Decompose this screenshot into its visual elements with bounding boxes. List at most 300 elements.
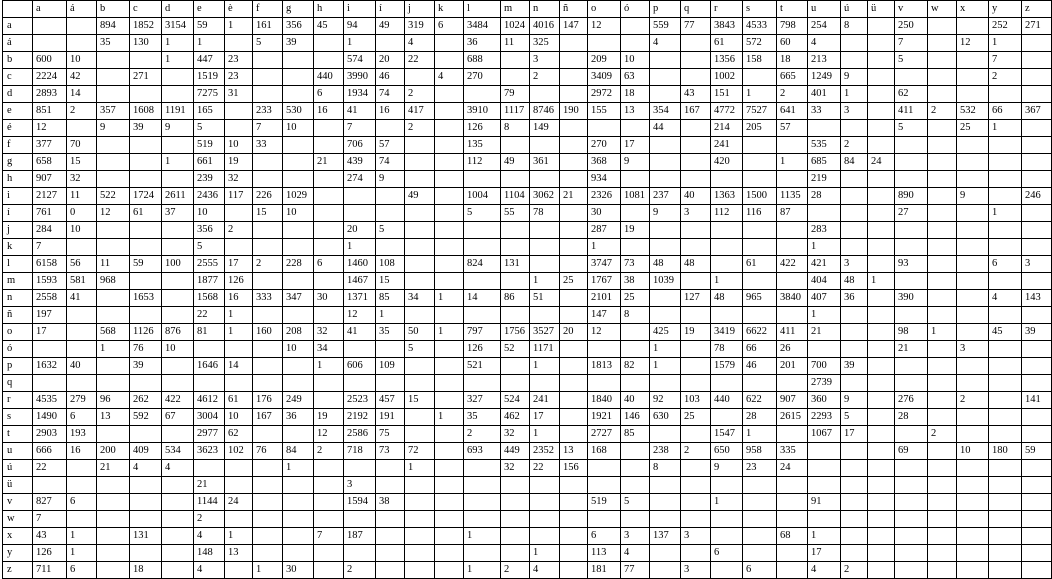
- table-cell: 1840: [588, 392, 621, 409]
- table-cell: 2972: [588, 86, 621, 103]
- table-cell: [435, 494, 464, 511]
- table-row: [3, 324, 1052, 341]
- table-cell: [989, 477, 1022, 494]
- table-cell: 6: [711, 545, 743, 562]
- table-cell: [928, 358, 957, 375]
- table-cell: 2: [405, 120, 435, 137]
- table-cell: [1022, 426, 1052, 443]
- table-cell: 3747: [588, 256, 621, 273]
- table-cell: 34: [314, 341, 344, 358]
- table-cell: 3910: [464, 103, 501, 120]
- table-cell: 103: [681, 392, 711, 409]
- table-cell: [162, 171, 194, 188]
- table-cell: 1: [162, 52, 194, 69]
- table-cell: 151: [711, 86, 743, 103]
- table-cell: [162, 307, 194, 324]
- table-cell: 40: [681, 188, 711, 205]
- table-cell: [989, 511, 1022, 528]
- table-cell: 61: [130, 205, 162, 222]
- table-cell: [405, 528, 435, 545]
- table-cell: 0: [67, 205, 97, 222]
- table-cell: 12: [97, 205, 130, 222]
- table-cell: 958: [743, 443, 777, 460]
- table-cell: 126: [33, 545, 67, 562]
- table-cell: [1022, 409, 1052, 426]
- table-cell: [162, 375, 194, 392]
- table-cell: [405, 256, 435, 273]
- table-cell: 876: [162, 324, 194, 341]
- table-cell: 422: [777, 256, 808, 273]
- table-cell: 1568: [194, 290, 225, 307]
- table-cell: [650, 494, 681, 511]
- table-cell: 1: [283, 460, 314, 477]
- column-header-cell: p: [650, 1, 681, 18]
- table-row: [3, 511, 1052, 528]
- table-cell: [841, 324, 868, 341]
- table-row: [3, 528, 1052, 545]
- table-cell: 6: [314, 256, 344, 273]
- table-cell: 19: [621, 222, 650, 239]
- table-cell: 2101: [588, 290, 621, 307]
- table-cell: 622: [743, 392, 777, 409]
- table-cell: 24: [868, 154, 895, 171]
- table-cell: 439: [344, 154, 376, 171]
- table-cell: [67, 239, 97, 256]
- table-row: [3, 239, 1052, 256]
- table-cell: [1022, 273, 1052, 290]
- table-cell: 661: [194, 154, 225, 171]
- table-cell: 161: [253, 18, 283, 35]
- table-cell: [162, 426, 194, 443]
- table-cell: 55: [501, 205, 530, 222]
- table-cell: [868, 222, 895, 239]
- table-cell: [895, 239, 928, 256]
- table-cell: 1646: [194, 358, 225, 375]
- table-cell: [711, 409, 743, 426]
- table-row: [3, 171, 1052, 188]
- table-cell: [464, 511, 501, 528]
- table-cell: 2: [928, 103, 957, 120]
- table-cell: 1002: [711, 69, 743, 86]
- table-cell: 894: [97, 18, 130, 35]
- table-cell: 11: [67, 188, 97, 205]
- table-cell: 3843: [711, 18, 743, 35]
- table-cell: [1022, 477, 1052, 494]
- table-cell: [344, 205, 376, 222]
- table-cell: 4: [405, 35, 435, 52]
- table-cell: [501, 222, 530, 239]
- table-cell: 82: [621, 358, 650, 375]
- table-cell: [1022, 120, 1052, 137]
- table-cell: 4: [194, 562, 225, 579]
- table-cell: 68: [777, 528, 808, 545]
- table-cell: [283, 528, 314, 545]
- table-cell: 176: [253, 392, 283, 409]
- table-cell: 102: [225, 443, 253, 460]
- table-cell: [560, 290, 588, 307]
- table-cell: 462: [501, 409, 530, 426]
- table-cell: [560, 375, 588, 392]
- table-cell: 4: [808, 562, 841, 579]
- table-cell: [868, 103, 895, 120]
- table-cell: 43: [33, 528, 67, 545]
- table-cell: [777, 137, 808, 154]
- table-cell: [895, 511, 928, 528]
- table-cell: 228: [283, 256, 314, 273]
- column-header-cell: í: [376, 1, 405, 18]
- table-cell: 693: [464, 443, 501, 460]
- table-cell: [868, 494, 895, 511]
- table-cell: 252: [989, 18, 1022, 35]
- table-cell: 404: [808, 273, 841, 290]
- table-cell: [501, 511, 530, 528]
- table-cell: 1877: [194, 273, 225, 290]
- table-cell: 168: [588, 443, 621, 460]
- table-cell: [97, 545, 130, 562]
- table-cell: 113: [588, 545, 621, 562]
- table-cell: 2: [989, 69, 1022, 86]
- table-cell: 2352: [530, 443, 560, 460]
- table-cell: [405, 409, 435, 426]
- table-row: [3, 375, 1052, 392]
- table-cell: 147: [560, 18, 588, 35]
- table-cell: 6: [435, 18, 464, 35]
- table-cell: 319: [405, 18, 435, 35]
- table-cell: [435, 477, 464, 494]
- table-cell: 519: [588, 494, 621, 511]
- table-cell: [989, 137, 1022, 154]
- table-cell: 126: [225, 273, 253, 290]
- table-cell: 1: [530, 273, 560, 290]
- table-cell: [621, 239, 650, 256]
- table-row: [3, 562, 1052, 579]
- table-cell: [711, 222, 743, 239]
- table-cell: [1022, 562, 1052, 579]
- table-cell: 92: [650, 392, 681, 409]
- table-cell: 3154: [162, 18, 194, 35]
- table-row: [3, 290, 1052, 307]
- row-header-cell: ó: [3, 341, 33, 358]
- table-cell: 9: [97, 120, 130, 137]
- table-cell: [957, 290, 989, 307]
- table-cell: 181: [588, 562, 621, 579]
- table-cell: [989, 545, 1022, 562]
- table-cell: 22: [33, 460, 67, 477]
- table-cell: 411: [895, 103, 928, 120]
- table-cell: [650, 52, 681, 69]
- table-cell: 21: [97, 460, 130, 477]
- table-cell: [743, 273, 777, 290]
- table-cell: 2: [405, 86, 435, 103]
- table-cell: [868, 392, 895, 409]
- table-cell: 73: [376, 443, 405, 460]
- table-cell: [560, 222, 588, 239]
- table-cell: 1608: [130, 103, 162, 120]
- table-cell: 12: [344, 307, 376, 324]
- table-cell: 1249: [808, 69, 841, 86]
- table-cell: [928, 494, 957, 511]
- table-cell: 237: [650, 188, 681, 205]
- table-cell: 1: [344, 239, 376, 256]
- table-cell: 23: [225, 69, 253, 86]
- table-cell: [957, 477, 989, 494]
- table-cell: 711: [33, 562, 67, 579]
- table-cell: 201: [777, 358, 808, 375]
- table-cell: 33: [808, 103, 841, 120]
- table-cell: 422: [162, 392, 194, 409]
- table-cell: [957, 137, 989, 154]
- table-cell: 200: [97, 443, 130, 460]
- table-cell: 630: [650, 409, 681, 426]
- table-cell: 45: [314, 18, 344, 35]
- table-cell: 447: [194, 52, 225, 69]
- table-cell: 78: [711, 341, 743, 358]
- table-cell: [777, 222, 808, 239]
- table-cell: 40: [67, 358, 97, 375]
- column-header-cell: l: [464, 1, 501, 18]
- table-cell: 650: [711, 443, 743, 460]
- table-cell: [681, 511, 711, 528]
- row-header-cell: r: [3, 392, 33, 409]
- table-cell: 28: [895, 409, 928, 426]
- table-row: [3, 69, 1052, 86]
- column-header-cell: h: [314, 1, 344, 18]
- table-cell: [530, 477, 560, 494]
- table-cell: 81: [194, 324, 225, 341]
- table-cell: 1: [928, 324, 957, 341]
- table-cell: [650, 477, 681, 494]
- table-cell: [895, 375, 928, 392]
- table-cell: 5: [841, 409, 868, 426]
- table-cell: 130: [130, 35, 162, 52]
- table-cell: [67, 120, 97, 137]
- table-cell: 69: [895, 443, 928, 460]
- table-cell: [841, 460, 868, 477]
- table-cell: [501, 69, 530, 86]
- table-cell: 1: [650, 341, 681, 358]
- table-cell: [928, 528, 957, 545]
- table-cell: [1022, 222, 1052, 239]
- table-cell: [314, 188, 344, 205]
- table-cell: [841, 511, 868, 528]
- table-cell: [162, 86, 194, 103]
- table-cell: 75: [376, 426, 405, 443]
- table-cell: 193: [67, 426, 97, 443]
- table-cell: [435, 86, 464, 103]
- table-cell: 1547: [711, 426, 743, 443]
- table-cell: [344, 188, 376, 205]
- table-cell: 2192: [344, 409, 376, 426]
- table-cell: 1: [841, 86, 868, 103]
- table-cell: 283: [808, 222, 841, 239]
- table-cell: [650, 239, 681, 256]
- column-header-cell: y: [989, 1, 1022, 18]
- table-cell: 48: [711, 290, 743, 307]
- table-cell: [253, 273, 283, 290]
- table-cell: [130, 239, 162, 256]
- table-cell: 2615: [777, 409, 808, 426]
- table-cell: [97, 528, 130, 545]
- table-cell: [253, 511, 283, 528]
- table-cell: [895, 137, 928, 154]
- table-cell: 143: [1022, 290, 1052, 307]
- table-cell: 56: [67, 256, 97, 273]
- table-cell: 361: [530, 154, 560, 171]
- table-cell: 187: [344, 528, 376, 545]
- table-cell: [314, 239, 344, 256]
- table-cell: [650, 137, 681, 154]
- table-cell: [405, 494, 435, 511]
- table-cell: [868, 341, 895, 358]
- table-cell: 1363: [711, 188, 743, 205]
- table-cell: 87: [777, 205, 808, 222]
- table-cell: [435, 120, 464, 137]
- table-cell: [777, 375, 808, 392]
- table-cell: 116: [743, 205, 777, 222]
- table-cell: [130, 477, 162, 494]
- table-cell: 38: [621, 273, 650, 290]
- table-cell: 1104: [501, 188, 530, 205]
- table-cell: [560, 239, 588, 256]
- table-cell: 197: [33, 307, 67, 324]
- table-cell: 61: [711, 35, 743, 52]
- table-cell: [530, 494, 560, 511]
- table-cell: 2: [957, 392, 989, 409]
- table-cell: 10: [283, 341, 314, 358]
- table-cell: [130, 426, 162, 443]
- table-cell: 74: [376, 154, 405, 171]
- table-cell: 10: [67, 222, 97, 239]
- table-cell: [621, 341, 650, 358]
- table-cell: [681, 375, 711, 392]
- table-cell: [405, 307, 435, 324]
- table-cell: [162, 273, 194, 290]
- table-cell: [501, 137, 530, 154]
- table-cell: 7: [895, 35, 928, 52]
- table-cell: [464, 273, 501, 290]
- table-cell: [314, 35, 344, 52]
- table-cell: [989, 307, 1022, 324]
- table-cell: [928, 545, 957, 562]
- table-cell: 93: [895, 256, 928, 273]
- table-cell: [97, 375, 130, 392]
- table-cell: [314, 392, 344, 409]
- column-header-cell: o: [588, 1, 621, 18]
- table-cell: [841, 443, 868, 460]
- row-header-cell: ú: [3, 460, 33, 477]
- table-cell: [621, 35, 650, 52]
- table-cell: [777, 273, 808, 290]
- table-cell: [67, 18, 97, 35]
- table-cell: [621, 324, 650, 341]
- table-cell: 74: [376, 86, 405, 103]
- table-cell: 36: [283, 409, 314, 426]
- table-cell: 35: [97, 35, 130, 52]
- column-header-cell: t: [777, 1, 808, 18]
- table-cell: [743, 494, 777, 511]
- table-cell: 31: [225, 86, 253, 103]
- table-cell: [464, 86, 501, 103]
- table-cell: 1: [588, 239, 621, 256]
- table-cell: [253, 494, 283, 511]
- table-cell: 524: [501, 392, 530, 409]
- table-cell: 965: [743, 290, 777, 307]
- table-cell: 7275: [194, 86, 225, 103]
- table-cell: 246: [1022, 188, 1052, 205]
- table-cell: 17: [530, 409, 560, 426]
- table-cell: 91: [808, 494, 841, 511]
- table-cell: [283, 273, 314, 290]
- table-cell: 3: [344, 477, 376, 494]
- table-cell: [560, 307, 588, 324]
- table-cell: [895, 528, 928, 545]
- column-header-cell: ñ: [560, 1, 588, 18]
- table-cell: [344, 511, 376, 528]
- table-cell: [868, 137, 895, 154]
- table-cell: [314, 273, 344, 290]
- table-cell: [435, 103, 464, 120]
- table-cell: 32: [501, 426, 530, 443]
- table-cell: [681, 52, 711, 69]
- table-cell: [97, 86, 130, 103]
- table-cell: [435, 188, 464, 205]
- table-cell: [97, 358, 130, 375]
- table-cell: 17: [621, 137, 650, 154]
- table-cell: [435, 545, 464, 562]
- table-cell: [162, 477, 194, 494]
- table-cell: 1467: [344, 273, 376, 290]
- table-cell: 4: [808, 35, 841, 52]
- table-cell: 390: [895, 290, 928, 307]
- table-cell: [501, 171, 530, 188]
- table-cell: 4772: [711, 103, 743, 120]
- table-cell: [464, 460, 501, 477]
- table-row: [3, 273, 1052, 290]
- table-cell: [989, 494, 1022, 511]
- table-cell: 32: [501, 460, 530, 477]
- table-cell: [314, 511, 344, 528]
- table-cell: [435, 511, 464, 528]
- table-cell: [97, 154, 130, 171]
- table-cell: [957, 205, 989, 222]
- table-cell: 156: [560, 460, 588, 477]
- header-row: [3, 1, 1052, 18]
- table-cell: 18: [621, 86, 650, 103]
- table-cell: 22: [194, 307, 225, 324]
- table-cell: [841, 120, 868, 137]
- table-cell: [162, 69, 194, 86]
- table-cell: 10: [225, 409, 253, 426]
- table-cell: [868, 511, 895, 528]
- column-header-cell: á: [67, 1, 97, 18]
- table-cell: [928, 69, 957, 86]
- table-cell: [868, 477, 895, 494]
- table-cell: [130, 222, 162, 239]
- table-cell: [711, 256, 743, 273]
- table-cell: [1022, 35, 1052, 52]
- table-cell: 421: [808, 256, 841, 273]
- table-cell: [957, 307, 989, 324]
- table-cell: [405, 511, 435, 528]
- table-cell: 2: [67, 103, 97, 120]
- table-cell: 36: [841, 290, 868, 307]
- table-cell: [97, 494, 130, 511]
- row-header-cell: á: [3, 35, 33, 52]
- table-cell: [1022, 171, 1052, 188]
- table-cell: 37: [162, 205, 194, 222]
- table-cell: 20: [560, 324, 588, 341]
- table-cell: 5: [194, 239, 225, 256]
